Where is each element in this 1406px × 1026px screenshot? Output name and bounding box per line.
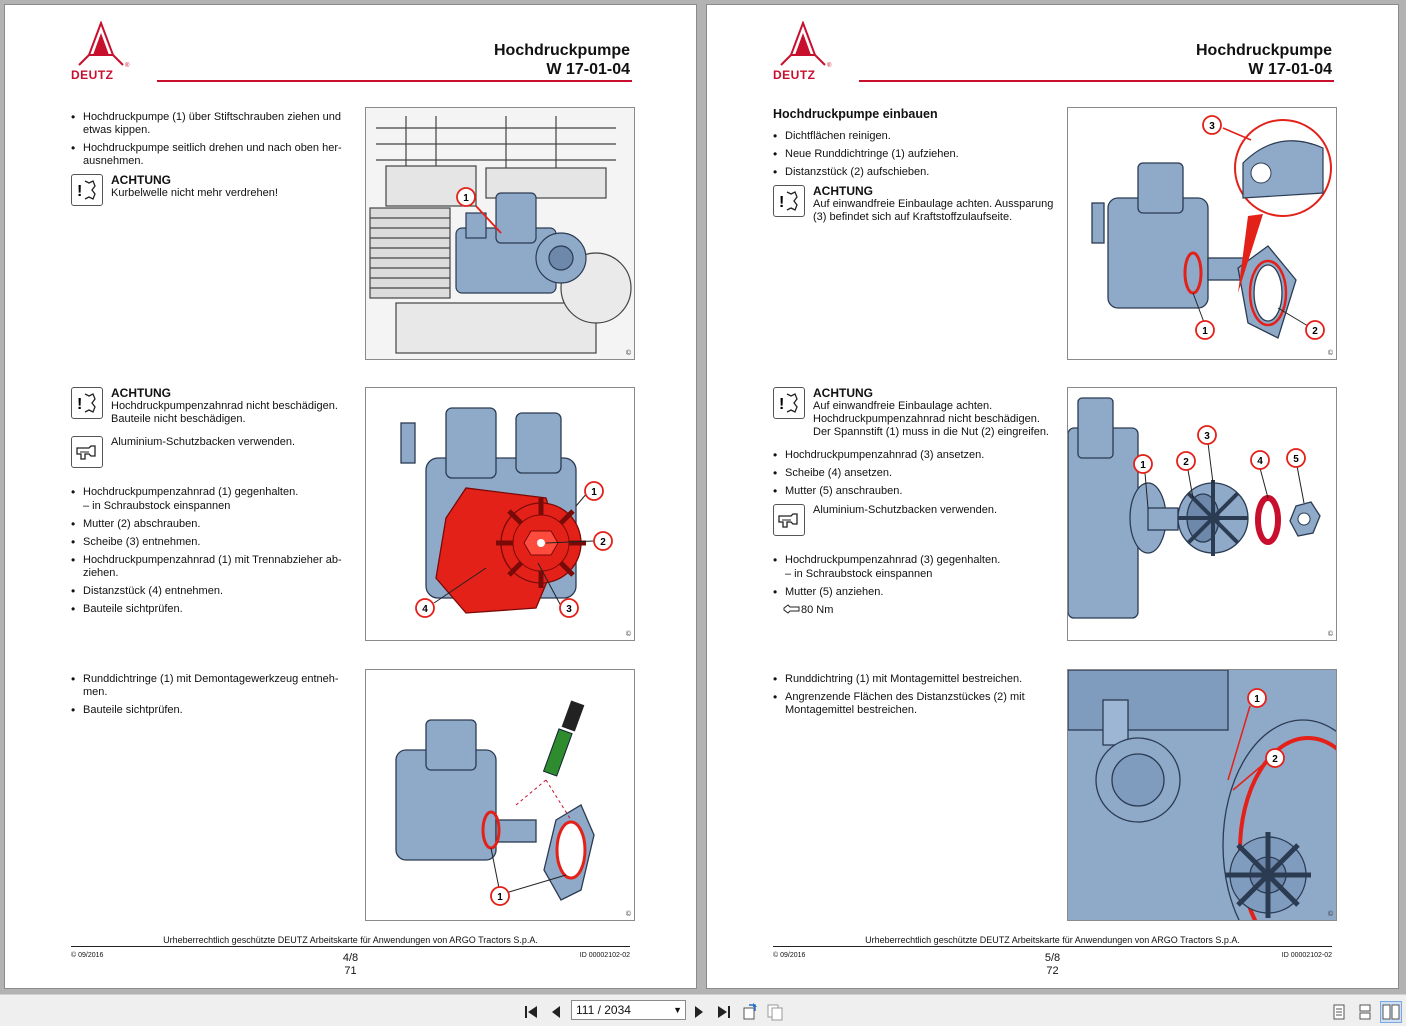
callout-3: 3 [1209,121,1215,132]
callout-4: 4 [1257,456,1263,467]
warning-icon [773,387,805,419]
warning-icon [71,387,103,419]
callout-1: 1 [497,892,503,903]
logo-registered: ® [125,63,130,69]
warning-icon [71,174,103,206]
viewer-toolbar [0,994,1406,1026]
header-divider [157,80,632,82]
callout-2: 2 [600,537,606,548]
callout-1: 1 [591,487,597,498]
callout-2: 2 [1312,326,1318,337]
list-item: • Hochdruckpumpe (1) über Stiftschrauben ziehen und etwas kippen. [71,111,356,137]
list-subitem: – in Schraubstock einspannen [83,500,231,512]
next-page-icon [693,1005,705,1019]
footer-page-fraction: 4/8 [342,952,359,964]
page-indicator: 111 / 2034 [576,1003,631,1017]
list-item: • Angrenzende Flächen des Distanzstückes (2) mit Montagemittel bestreichen. [773,691,1058,717]
warning-box [71,174,356,208]
callout-1: 1 [1140,460,1146,471]
page-title: Hochdruckpumpe [493,42,630,59]
torque-spec [773,604,1058,620]
note-text: Aluminium-Schutzbacken verwenden. [813,504,998,516]
footer-page-number: 72 [1046,965,1059,977]
logo-text: DEUTZ [773,68,816,82]
callout-5: 5 [1293,454,1299,465]
header-divider [859,80,1334,82]
last-page-icon [716,1005,732,1019]
figure-pump-spacer [1067,107,1337,360]
document-page-left [4,4,697,989]
footer-id: ID 00002102-02 [1281,952,1332,959]
list-item: • Distanzstück (2) aufschieben. [773,166,1058,179]
footer-divider [71,946,630,947]
single-page-icon [1332,1004,1346,1020]
note-box [773,504,1058,538]
figure-pump-tool [365,669,635,921]
list-item: • Scheibe (3) entnehmen. [71,536,356,549]
instruction-block-3 [773,673,1058,722]
warning-title: ACHTUNG [111,386,171,400]
list-item: • Hochdruckpumpe seitlich drehen und nach oben herausnehmen. [71,142,356,168]
hand-pointer-icon [71,436,103,468]
figure-pump-gear [365,387,635,641]
callout-1: 1 [463,193,469,204]
callout-1: 1 [1254,694,1260,705]
page-number-input[interactable] [571,1000,686,1020]
list-item: • Mutter (2) abschrauben. [71,518,356,531]
warning-text: Kurbelwelle nicht mehr verdrehen! [111,187,278,199]
list-item: • Hochdruckpumpenzahnrad (1) gegenhalten. [71,486,356,499]
document-page-right [706,4,1399,989]
warning-box [773,387,1058,439]
warning-title: ACHTUNG [111,173,171,187]
list-item: • Mutter (5) anschrauben. [773,485,1058,498]
footer-date: © 09/2016 [773,952,806,959]
svg-text:!: ! [77,396,83,413]
torque-value: 80 Nm [801,604,834,616]
prev-page-button[interactable] [545,1001,567,1023]
footer-text: Urheberrechtlich geschützte DEUTZ Arbeitskarte für Anwendungen von ARGO Tractors S.p.A. [163,935,538,945]
list-item: • Scheibe (4) ansetzen. [773,467,1058,480]
next-page-button[interactable] [688,1001,710,1023]
instruction-block-1 [773,108,1058,234]
instruction-block-2 [71,387,356,621]
list-item: • Neue Runddichtringe (1) aufziehen. [773,148,1058,161]
warning-icon [773,185,805,217]
first-page-button[interactable] [520,1001,542,1023]
callout-2: 2 [1272,754,1278,765]
list-item: • Distanzstück (4) entnehmen. [71,585,356,598]
page-code: W 17-01-04 [546,61,630,78]
figure-engine-pump [365,107,635,360]
footer-page-fraction: 5/8 [1044,952,1061,964]
deutz-logo [69,21,133,85]
callout-3: 3 [566,604,572,615]
rotate-icon [741,1003,759,1021]
wrench-icon [783,604,801,616]
warning-text: Auf einwandfreie Einbaulage achten. Hochdruckpumpenzahnrad nicht beschädigen. Der Spannstift (1) muss in die Nut (2) eingreifen. [813,400,1049,438]
last-page-button[interactable] [713,1001,735,1023]
copyright-mark: © [625,350,631,357]
instruction-block-2 [773,387,1058,620]
page-title: Hochdruckpumpe [1195,42,1332,59]
footer-divider [773,946,1332,947]
callout-4: 4 [422,604,428,615]
warning-box [71,387,356,426]
logo-registered: ® [827,63,832,69]
list-item: • Hochdruckpumpenzahnrad (3) gegenhalten. [773,554,1058,567]
logo-text: DEUTZ [71,68,114,82]
warning-box [773,185,1058,224]
list-item: • Dichtflächen reinigen. [773,130,1058,143]
warning-title: ACHTUNG [813,386,873,400]
note-text: Aluminium-Schutzbacken verwenden. [111,436,296,448]
instruction-block-1 [71,111,356,218]
svg-text:!: ! [779,396,785,413]
rotate-button[interactable] [739,1001,761,1023]
two-page-view-button[interactable] [1380,1001,1402,1023]
callout-2: 2 [1183,457,1189,468]
copyright-mark: © [625,631,631,638]
list-item: • Hochdruckpumpenzahnrad (3) ansetzen. [773,449,1058,462]
footer-date: © 09/2016 [71,952,104,959]
callout-1: 1 [1202,326,1208,337]
footer-id: ID 00002102-02 [579,952,630,959]
first-page-icon [523,1005,539,1019]
two-page-icon [1382,1004,1400,1020]
copyright-mark: © [1327,631,1333,638]
note-box [71,436,356,470]
list-item: • Bauteile sichtprüfen. [71,603,356,616]
list-item: • Runddichtringe (1) mit Demontagewerkzeug entnehmen. [71,673,356,699]
svg-text:!: ! [77,183,83,200]
callout-3: 3 [1204,431,1210,442]
prev-page-icon [550,1005,562,1019]
warning-text: Auf einwandfreie Einbaulage achten. Aussparung (3) befindet sich auf Kraftstoffzulaufseite. [813,198,1054,223]
footer-text: Urheberrechtlich geschützte DEUTZ Arbeitskarte für Anwendungen von ARGO Tractors S.p.A. [865,935,1240,945]
single-page-view-button[interactable] [1328,1001,1350,1023]
copyright-mark: © [1327,350,1333,357]
fit-icon [766,1003,784,1021]
instruction-block-3 [71,673,356,722]
list-item: • Hochdruckpumpenzahnrad (1) mit Trennabzieher abziehen. [71,554,356,580]
continuous-view-button[interactable] [1354,1001,1376,1023]
svg-text:!: ! [779,194,785,211]
chevron-down-icon: ▼ [673,1005,682,1015]
figure-seal-closeup [1067,669,1337,921]
copyright-mark: © [625,911,631,918]
fit-button[interactable] [764,1001,786,1023]
deutz-logo [771,21,835,85]
hand-pointer-icon [773,504,805,536]
page-code: W 17-01-04 [1248,61,1332,78]
warning-title: ACHTUNG [813,184,873,198]
list-item: • Bauteile sichtprüfen. [71,704,356,717]
section-heading: Hochdruckpumpe einbauen [773,107,938,121]
warning-text: Hochdruckpumpenzahnrad nicht beschädigen. Bauteile nicht beschädigen. [111,400,338,425]
list-item: • Runddichtring (1) mit Montagemittel bestreichen. [773,673,1058,686]
copyright-mark: © [1327,911,1333,918]
footer-page-number: 71 [344,965,357,977]
figure-gear-parts [1067,387,1337,641]
list-item: • Mutter (5) anziehen. [773,586,1058,599]
list-subitem: – in Schraubstock einspannen [785,568,933,580]
continuous-icon [1358,1004,1372,1020]
